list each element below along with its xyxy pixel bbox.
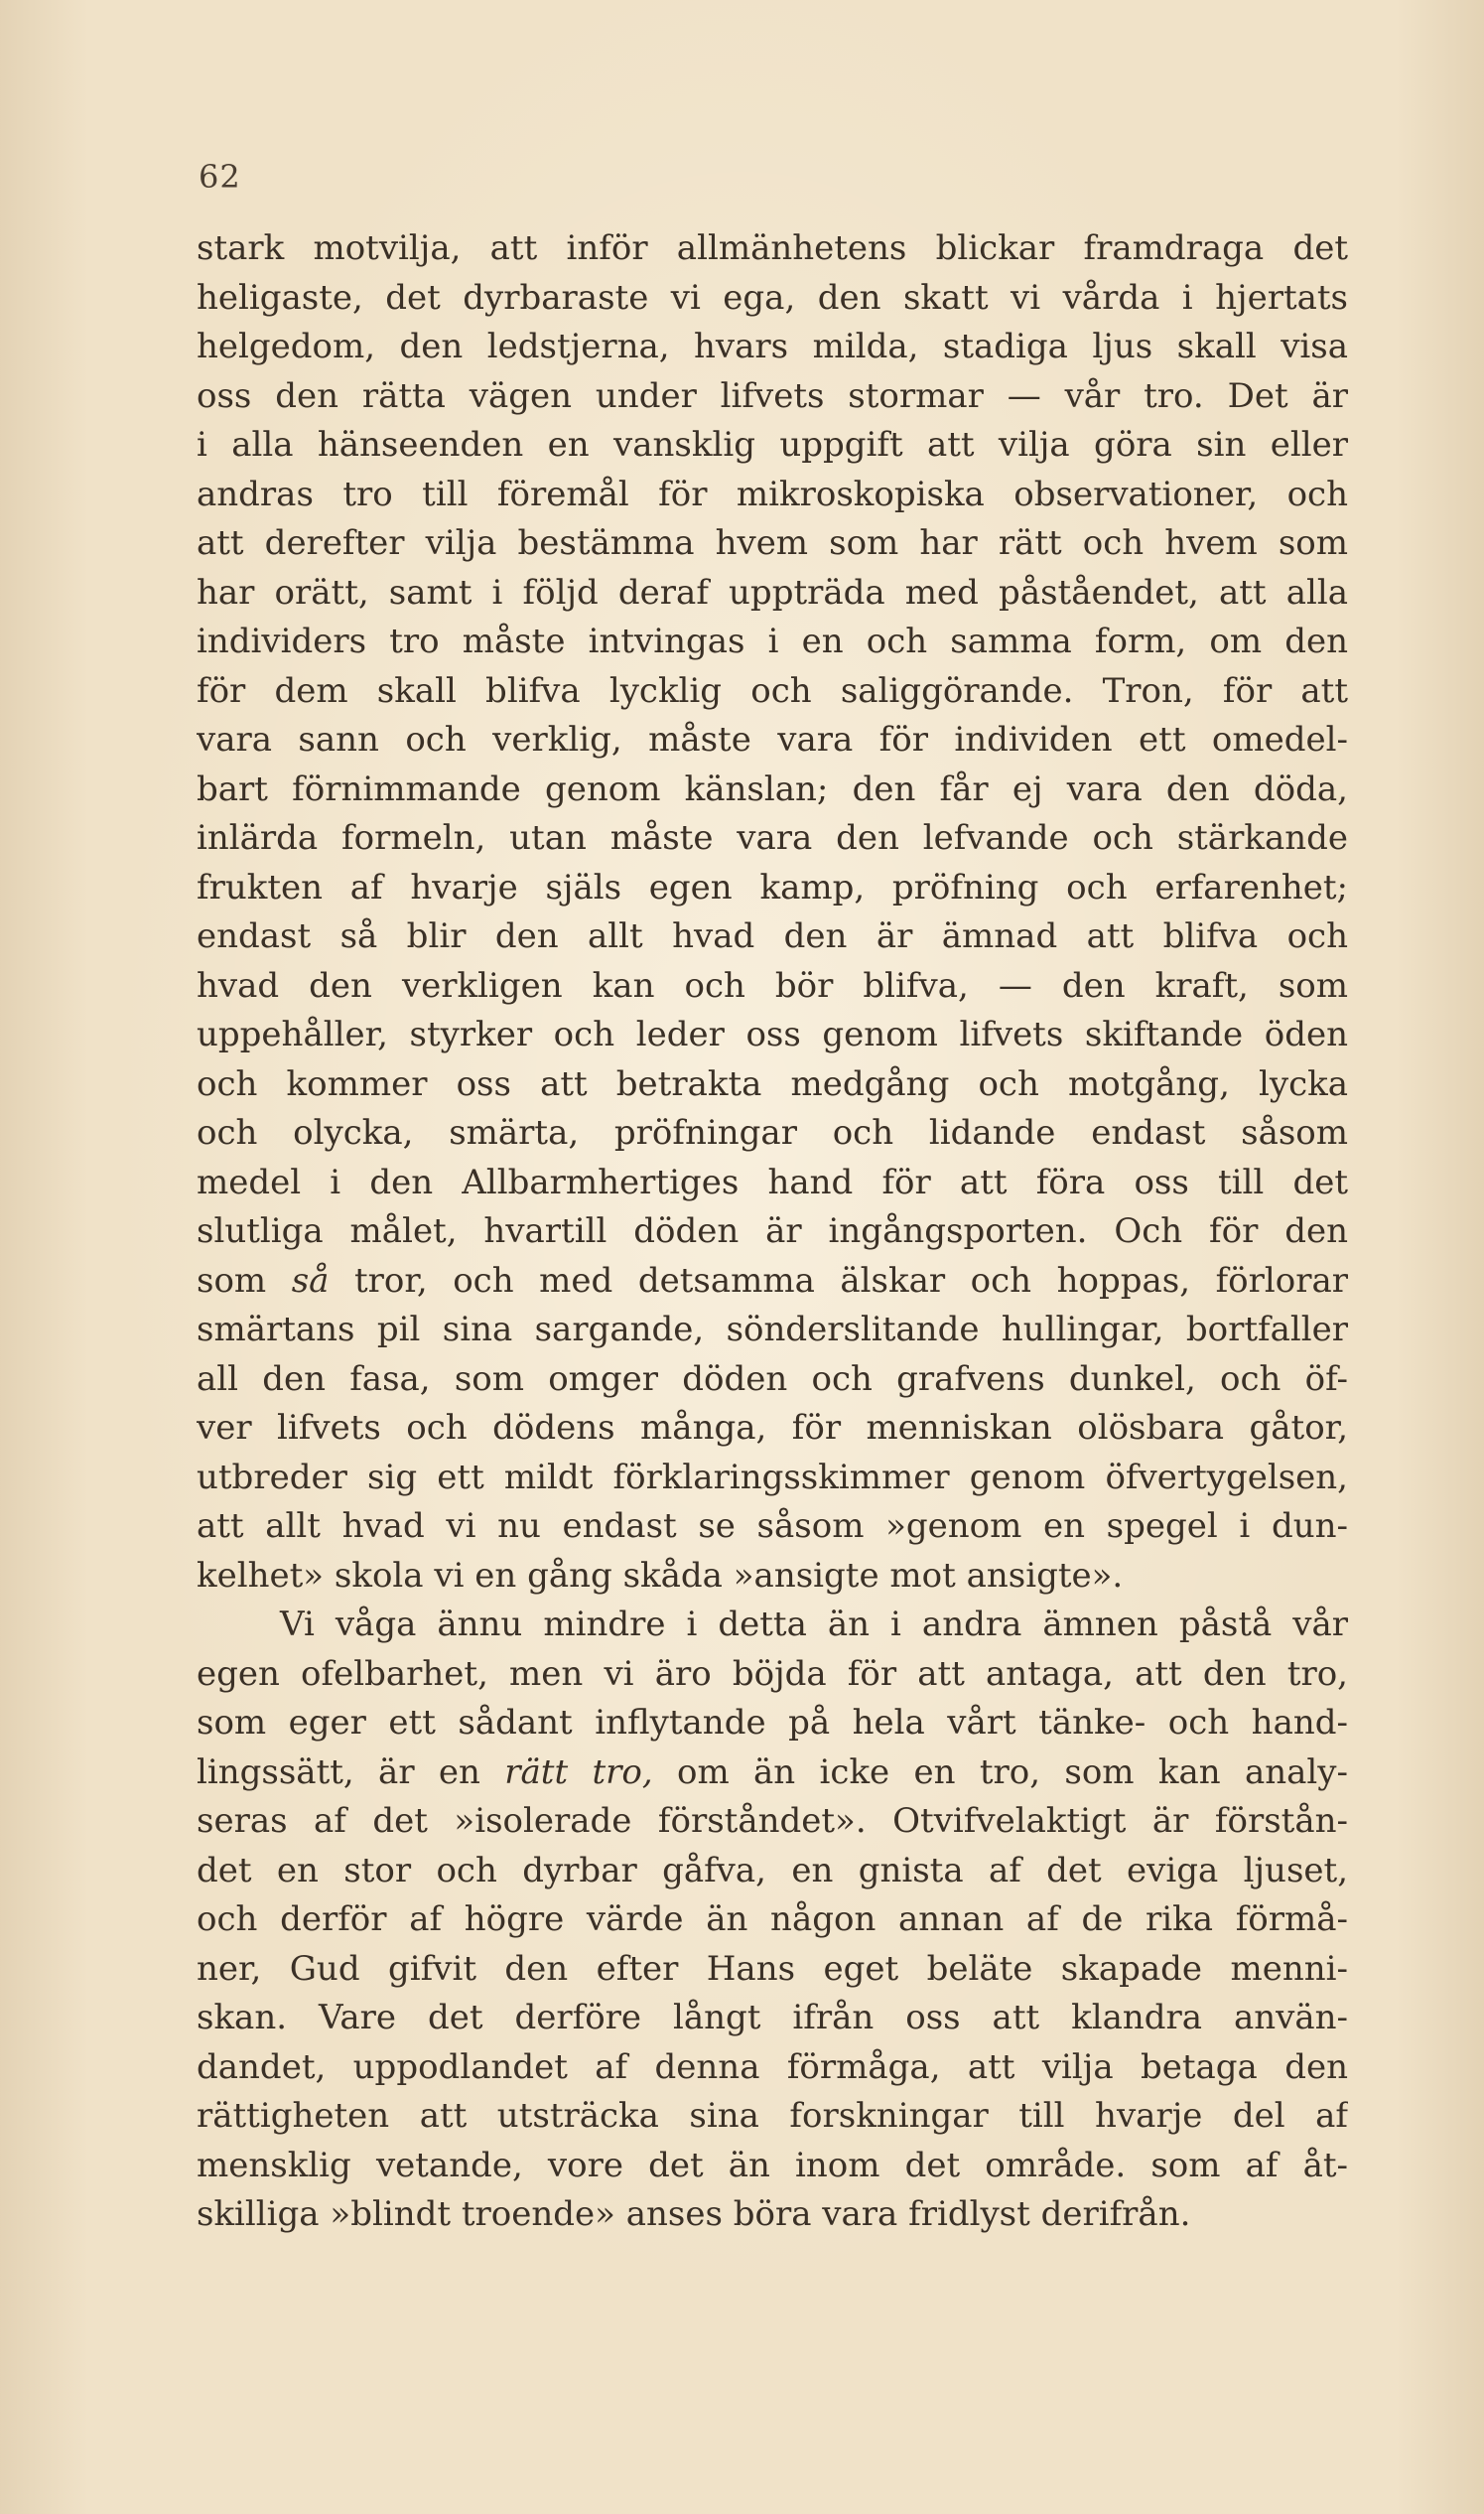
body-text — [197, 224, 1348, 2240]
text-line: vara sann och verklig, måste vara för individen ett omedel- — [197, 720, 1348, 760]
text-line: det en stor och dyrbar gåfva, en gnista af det eviga ljuset, — [197, 1850, 1348, 1890]
text-line: helgedom, den ledstjerna, hvars milda, stadiga ljus skall visa — [197, 327, 1348, 366]
text-line: att derefter vilja bestämma hvem som har rätt och hvem som — [197, 523, 1348, 563]
text-line: skan. Vare det derföre långt ifrån oss att klandra använ- — [197, 1998, 1348, 2037]
text-line: individers tro måste intvingas i en och samma form, om den — [197, 622, 1348, 661]
text-line: all den fasa, som omger döden och grafvens dunkel, och öf- — [197, 1358, 1348, 1399]
text-line: oss den rätta vägen under lifvets stormar — vår tro. Det är — [197, 375, 1348, 416]
text-line: smärtans pil sina sargande, sönderslitande hullingar, bortfaller — [197, 1310, 1348, 1349]
text-line: seras af det »isolerade förståndet». Otvifvelaktigt är förstån- — [197, 1801, 1348, 1841]
text-line: utbreder sig ett mildt förklaringsskimmer genom öfvertygelsen, — [197, 1457, 1348, 1497]
text-line: och derför af högre värde än någon annan af de rika förmå- — [197, 1899, 1348, 1939]
text-line: att allt hvad vi nu endast se såsom »genom en spegel i dun- — [197, 1506, 1348, 1546]
text-segment: om än icke en tro, som kan analy- — [652, 1751, 1348, 1792]
text-line: som eger ett sådant inflytande på hela vårt tänke- och hand- — [197, 1703, 1348, 1743]
text-line: andras tro till föremål för mikroskopiska observationer, och — [197, 474, 1348, 514]
text-line: uppehåller, styrker och leder oss genom lifvets skiftande öden — [197, 1015, 1348, 1054]
text-line: skilliga »blindt troende» anses böra vara fridlyst derifrån. — [197, 2194, 1191, 2234]
text-line: ner, Gud gifvit den efter Hans eget beläte skapade menni- — [197, 1948, 1348, 1989]
text-line: heligaste, det dyrbaraste vi ega, den skatt vi vårda i hjertats — [197, 277, 1348, 318]
text-segment: som — [197, 1260, 292, 1301]
page-number: 62 — [199, 158, 241, 196]
text-line: hvad den verkligen kan och bör blifva, — den kraft, som — [197, 965, 1348, 1006]
text-line: Vi våga ännu mindre i detta än i andra ämnen påstå vår — [280, 1605, 1348, 1644]
text-line: för dem skall blifva lycklig och saliggörande. Tron, för att — [197, 670, 1348, 711]
italic-text: rätt tro, — [504, 1751, 653, 1792]
text-line: medel i den Allbarmhertiges hand för att föra oss till det — [197, 1162, 1348, 1202]
text-line: endast så blir den allt hvad den är ämnad att blifva och — [197, 916, 1348, 956]
text-segment: lingssätt, är en — [197, 1751, 505, 1792]
text-line: i alla hänseenden en vansklig uppgift att vilja göra sin eller — [197, 425, 1348, 465]
text-line: ver lifvets och dödens många, för menniskan olösbara gåtor, — [197, 1408, 1348, 1448]
text-segment: tror, och med detsamma älskar och hoppas, förlorar — [329, 1260, 1348, 1301]
text-line — [197, 1257, 1348, 1307]
text-line: mensklig vetande, vore det än inom det område. som af åt- — [197, 2145, 1348, 2185]
text-line: rättigheten att utsträcka sina forskningar till hvarje del af — [197, 2096, 1348, 2136]
italic-text: så — [291, 1260, 330, 1301]
text-line: bart förnimmande genom känslan; den får ej vara den döda, — [197, 768, 1348, 809]
text-line: stark motvilja, att inför allmänhetens blickar framdraga det — [197, 228, 1348, 268]
text-line: inlärda formeln, utan måste vara den lefvande och stärkande — [197, 818, 1348, 858]
text-line: och olycka, smärta, pröfningar och lidande endast såsom — [197, 1113, 1348, 1153]
text-line: dandet, uppodlandet af denna förmåga, att vilja betaga den — [197, 2046, 1348, 2087]
text-line: och kommer oss att betrakta medgång och motgång, lycka — [197, 1063, 1348, 1104]
text-line: frukten af hvarje själs egen kamp, pröfning och erfarenhet; — [197, 867, 1348, 908]
text-line: slutliga målet, hvartill döden är ingångsporten. Och för den — [197, 1211, 1348, 1251]
text-line: har orätt, samt i följd deraf uppträda med påståendet, att alla — [197, 572, 1348, 613]
text-line: kelhet» skola vi en gång skåda »ansigte mot ansigte». — [197, 1555, 1124, 1596]
text-line — [197, 1748, 1348, 1798]
text-line: egen ofelbarhet, men vi äro böjda för att antaga, att den tro, — [197, 1653, 1348, 1694]
